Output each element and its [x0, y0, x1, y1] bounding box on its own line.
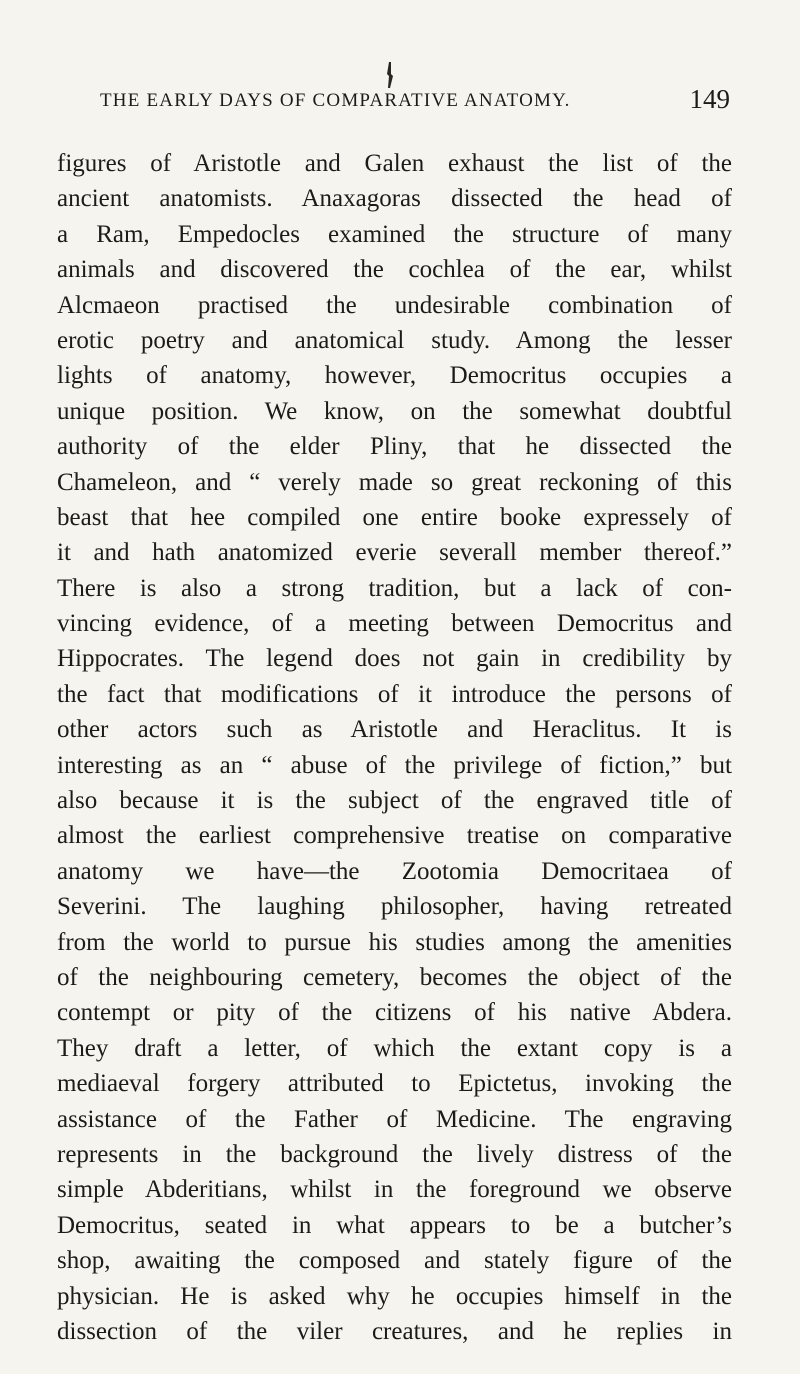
- text-line: represents in the background the lively distress of the: [57, 1140, 732, 1168]
- text-line: Severini. The laughing philosopher, having retreated: [57, 893, 732, 921]
- text-line: dissection of the viler creatures, and he replies in: [57, 1317, 732, 1345]
- text-line: it and hath anatomized everie severall member thereof.”: [57, 539, 732, 567]
- text-line: interesting as an “ abuse of the privilege of fiction,” but: [57, 751, 732, 779]
- text-line: assistance of the Father of Medicine. The engraving: [57, 1105, 732, 1133]
- text-line: of the neighbouring cemetery, becomes the object of the: [57, 963, 732, 991]
- text-line: the fact that modifications of it introduce the persons of: [57, 680, 732, 708]
- text-line: Hippocrates. The legend does not gain in credibility by: [57, 645, 732, 673]
- text-line: authority of the elder Pliny, that he dissected the: [57, 433, 732, 461]
- text-line: Democritus, seated in what appears to be a butcher’s: [57, 1211, 732, 1239]
- text-line: physician. He is asked why he occupies himself in the: [57, 1282, 732, 1310]
- text-line: erotic poetry and anatomical study. Among the lesser: [57, 326, 732, 354]
- text-line: also because it is the subject of the engraved title of: [57, 787, 732, 815]
- running-head: [100, 84, 730, 124]
- text-line: vincing evidence, of a meeting between Democritus and: [57, 610, 732, 638]
- text-line: shop, awaiting the composed and stately figure of the: [57, 1247, 732, 1275]
- text-line: Chameleon, and “ verely made so great reckoning of this: [57, 468, 732, 496]
- text-line: anatomy we have—the Zootomia Democritaea of: [57, 857, 732, 885]
- text-line: lights of anatomy, however, Democritus occupies a: [57, 362, 732, 390]
- text-line: a Ram, Empedocles examined the structure of many: [57, 220, 732, 248]
- page-number: 149: [689, 84, 730, 114]
- text-line: They draft a letter, of which the extant copy is a: [57, 1034, 732, 1062]
- running-title: THE EARLY DAYS OF COMPARATIVE ANATOMY.: [100, 90, 571, 111]
- text-line: There is also a strong tradition, but a lack of con-: [57, 574, 732, 602]
- text-line: from the world to pursue his studies among the amenities: [57, 928, 732, 956]
- text-line: figures of Aristotle and Galen exhaust the list of the: [57, 150, 732, 177]
- text-line: mediaeval forgery attributed to Epictetus, invoking the: [57, 1070, 732, 1098]
- text-line: simple Abderitians, whilst in the foreground we observe: [57, 1176, 732, 1204]
- text-line: other actors such as Aristotle and Heraclitus. It is: [57, 716, 732, 744]
- text-line: beast that hee compiled one entire booke expressely of: [57, 503, 732, 531]
- text-line: contempt or pity of the citizens of his native Abdera.: [57, 999, 732, 1027]
- text-line: almost the earliest comprehensive treatise on comparative: [57, 822, 732, 850]
- text-line: Alcmaeon practised the undesirable combination of: [57, 291, 732, 319]
- text-line: ancient anatomists. Anaxagoras dissected the head of: [57, 185, 732, 213]
- text-line: unique position. We know, on the somewhat doubtful: [57, 397, 732, 425]
- body-text: [57, 146, 732, 1349]
- text-line: animals and discovered the cochlea of the ear, whilst: [57, 256, 732, 284]
